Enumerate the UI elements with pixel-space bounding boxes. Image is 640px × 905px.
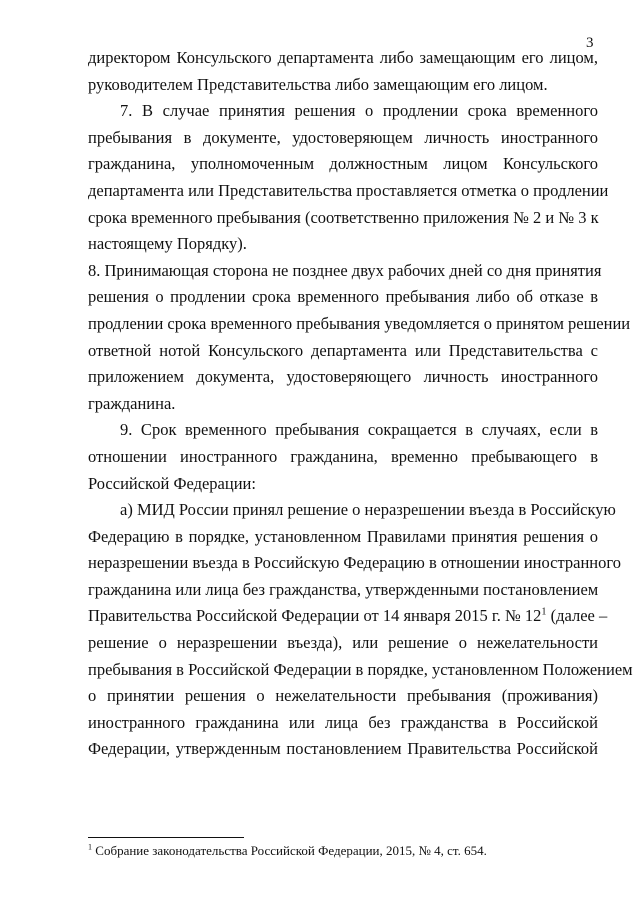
footnote bbox=[88, 842, 598, 859]
footnote-reference: 1 bbox=[541, 606, 547, 618]
text-line: отношении иностранного гражданина, временно пребывающего в bbox=[88, 446, 598, 466]
footnote-marker: 1 bbox=[88, 842, 93, 852]
text-line: 8. Принимающая сторона не позднее двух рабочих дней со дня принятия bbox=[88, 260, 602, 280]
page-number: 3 bbox=[586, 35, 594, 51]
text-line: 7. В случае принятия решения о продлении срока временного bbox=[120, 101, 598, 121]
text-line: ответной нотой Консульского департамента или Представительства с bbox=[88, 340, 598, 360]
text-line: пребывания в Российской Федерации в порядке, установленном Положением bbox=[88, 659, 633, 679]
text-fragment: Правительства Российской Федерации от 14 января 2015 г. № 12 bbox=[88, 606, 542, 626]
text-line: срока временного пребывания (соответственно приложения № 2 и № 3 к bbox=[88, 207, 599, 227]
paragraph-9 bbox=[88, 417, 598, 497]
paragraph-continuation bbox=[88, 45, 598, 98]
text-line: гражданина. bbox=[88, 393, 176, 413]
document-body bbox=[88, 45, 633, 763]
text-fragment: (далее – bbox=[546, 606, 608, 626]
text-line: иностранного гражданина или лица без гражданства в Российской bbox=[88, 712, 598, 732]
text-line: директором Консульского департамента либо замещающим его лицом, bbox=[88, 48, 598, 67]
text-line: приложением документа, удостоверяющего личность иностранного bbox=[88, 367, 598, 387]
text-line: неразрешении въезда в Российскую Федерацию в отношении иностранного bbox=[88, 553, 621, 573]
text-line: гражданина, уполномоченным должностным лицом Консульского bbox=[88, 154, 598, 174]
text-line: Федерацию в порядке, установленном Правилами принятия решения о bbox=[88, 526, 598, 546]
paragraph-7 bbox=[88, 98, 609, 258]
paragraph-9a bbox=[88, 497, 633, 763]
text-line: о принятии решения о нежелательности пребывания (проживания) bbox=[88, 686, 598, 706]
text-line: решение о неразрешении въезда), или решение о нежелательности bbox=[88, 633, 598, 653]
text-line: пребывания в документе, удостоверяющем личность иностранного bbox=[88, 127, 598, 147]
footnote-divider bbox=[88, 837, 244, 838]
text-line: департамента или Представительства проставляется отметка о продлении bbox=[88, 180, 609, 200]
text-line: настоящему Порядку). bbox=[88, 234, 247, 254]
text-line: Российской Федерации: bbox=[88, 473, 256, 493]
text-line: руководителем Представительства либо замещающим его лицом. bbox=[88, 74, 548, 94]
footnote-text: Собрание законодательства Российской Федерации, 2015, № 4, ст. 654. bbox=[92, 843, 487, 858]
text-line-with-footnote bbox=[88, 603, 608, 630]
text-line: а) МИД России принял решение о неразрешении въезда в Российскую bbox=[120, 500, 616, 520]
text-line: 9. Срок временного пребывания сокращается в случаях, если в bbox=[120, 420, 598, 440]
text-line: продлении срока временного пребывания уведомляется о принятом решении bbox=[88, 313, 631, 333]
paragraph-8 bbox=[88, 258, 631, 418]
text-line: решения о продлении срока временного пребывания либо об отказе в bbox=[88, 287, 598, 307]
text-line: Федерации, утвержденным постановлением Правительства Российской bbox=[88, 739, 598, 759]
text-line: гражданина или лица без гражданства, утвержденными постановлением bbox=[88, 579, 599, 599]
